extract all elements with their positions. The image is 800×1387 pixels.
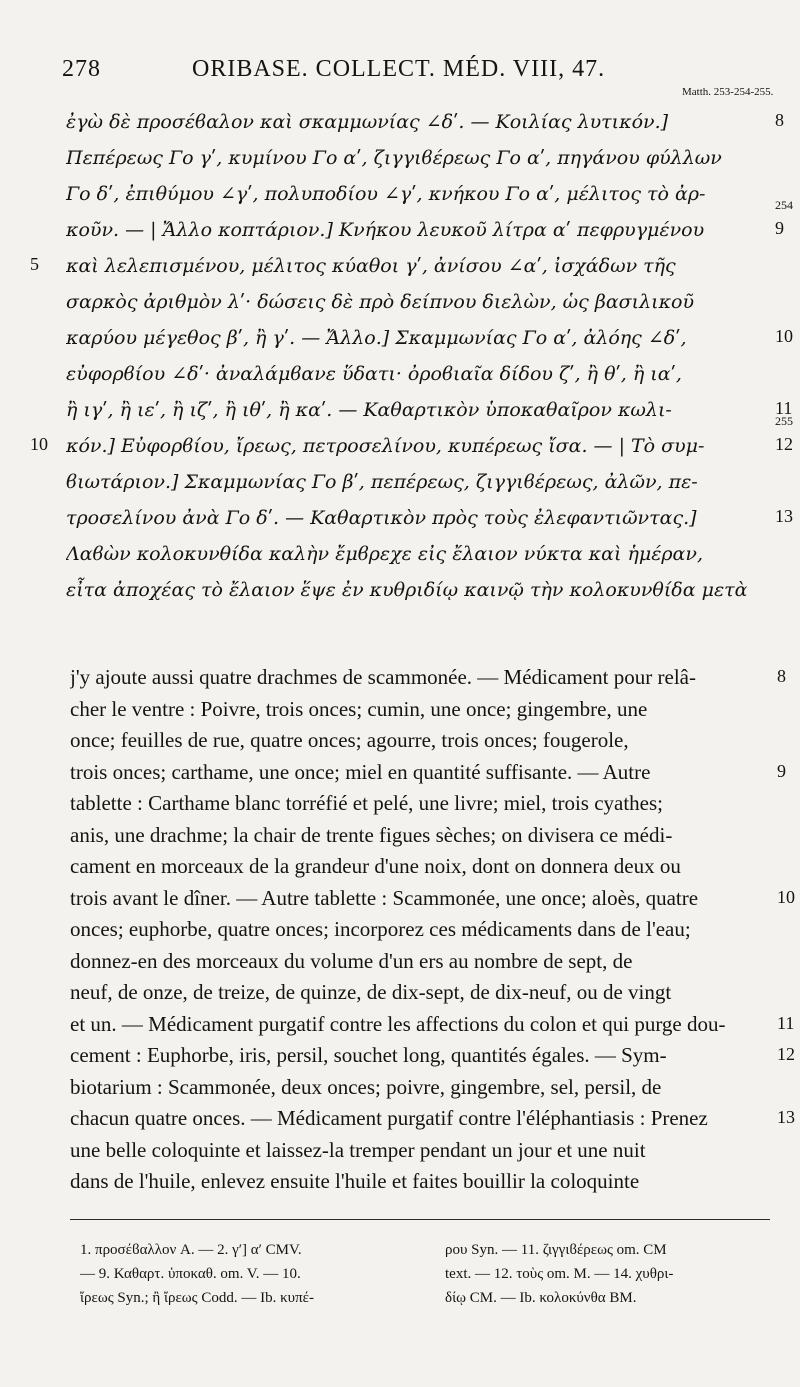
greek-text-line: σαρκὸς ἀριθμὸν λʹ· δώσεις δὲ πρὸ δείπνου διελὼν, ὡς βασιλικοῦ <box>66 291 695 313</box>
greek-text-line: ἢ ιγʹ, ἢ ιεʹ, ἢ ιζʹ, ἢ ιθʹ, ἢ καʹ. — Καθαρτικὸν ὑποκαθαῖρον κωλι- <box>66 399 672 421</box>
footnotes-right-column <box>445 1238 795 1310</box>
greek-text-line: κοῦν. — | Ἄλλο κοπτάριον.] Κνήκου λευκοῦ λίτρα αʹ πεφρυγμένου <box>66 219 705 241</box>
margin-number: 255 <box>775 414 793 428</box>
margin-number: 8 <box>777 666 786 686</box>
margin-number: 13 <box>775 506 793 526</box>
greek-text-line: Πεπέρεως Γο γʹ, κυμίνου Γο αʹ, ζιγγιϐέρεως Γο αʹ, πηγάνου φύλλων <box>66 147 722 169</box>
running-head: ORIBASE. COLLECT. MÉD. VIII, 47. <box>192 56 606 82</box>
french-text-line: onces; euphorbe, quatre onces; incorporez ces médicaments dans de l'eau; <box>70 917 691 941</box>
french-translation-block <box>70 662 770 1198</box>
french-text-line: cement : Euphorbe, iris, persil, souchet long, quantités égales. — Sym- <box>70 1043 667 1067</box>
french-text-line: biotarium : Scammonée, deux onces; poivre, gingembre, sel, persil, de <box>70 1074 662 1099</box>
greek-text-line: κόν.] Εὐφορϐίου, ἴρεως, πετροσελίνου, κυπέρεως ἴσα. — | Τὸ συμ- <box>66 435 705 457</box>
french-text-line: une belle coloquinte et laissez-la tremper pendant un jour et une nuit <box>70 1137 646 1162</box>
greek-text-line: καρύου μέγεθος βʹ, ἢ γʹ. — Ἄλλο.] Σκαμμωνίας Γο αʹ, ἀλόης ∠δʹ, <box>66 327 687 349</box>
greek-text-line: καὶ λελεπισμένου, μέλιτος κύαθοι γʹ, ἀνίσου ∠αʹ, ἰσχάδων τῆς <box>66 255 676 277</box>
french-text-line: once; feuilles de rue, quatre onces; agourre, trois onces; fougerole, <box>70 728 629 752</box>
greek-text-line: εἶτα ἀποχέας τὸ ἔλαιον ἕψε ἐν κυθριδίῳ καινῷ τὴν κολοκυνθίδα μετὰ <box>66 579 748 601</box>
greek-text-line: ἐγὼ δὲ προσέϐαλον καὶ σκαμμωνίας ∠δʹ. — Κοιλίας λυτικόν.] <box>66 111 669 133</box>
french-text-line: trois avant le dîner. — Autre tablette : Scammonée, une once; aloès, quatre <box>70 885 699 910</box>
greek-text-line: ϐιωτάριον.] Σκαμμωνίας Γο βʹ, πεπέρεως, ζιγγιϐέρεως, ἀλῶν, πε- <box>66 471 698 493</box>
french-text-line: donnez-en des morceaux du volume d'un ers au nombre de sept, de <box>70 948 633 973</box>
margin-number: 10 <box>775 326 793 346</box>
french-text-line: cher le ventre : Poivre, trois onces; cumin, une once; gingembre, une <box>70 696 648 721</box>
footnote-line: ἴρεως Syn.; ἢ ἴρεως Codd. — Ib. κυπέ- <box>80 1290 314 1306</box>
greek-text-line: εὐφορϐίου ∠δʹ· ἀναλάμϐανε ὕδατι· ὀροϐιαῖα δίδου ζʹ, ἢ θʹ, ἢ ιαʹ, <box>66 363 682 385</box>
footnote-line: ρου Syn. — 11. ζιγγιϐέρεως om. CM <box>445 1242 667 1258</box>
line-number: 5 <box>30 254 39 274</box>
french-text-line: trois onces; carthame, une once; miel en quantité suffisante. — Autre <box>70 759 651 784</box>
margin-number: 12 <box>777 1044 795 1064</box>
margin-number: 10 <box>777 886 795 907</box>
french-text-line: neuf, de onze, de treize, de quinze, de dix-sept, de dix-neuf, ou de vingt <box>70 980 672 1004</box>
margin-number: 254 <box>775 198 793 212</box>
footnote-rule <box>70 1219 770 1220</box>
page-number: 278 <box>62 56 101 82</box>
greek-text-line: Γο δʹ, ἐπιθύμου ∠γʹ, πολυποδίου ∠γʹ, κνήκου Γο αʹ, μέλιτος τὸ ἀρ- <box>66 183 706 205</box>
french-text-line: chacun quatre onces. — Médicament purgatif contre l'éléphantiasis : Prenez <box>70 1106 708 1130</box>
margin-number: 9 <box>777 760 786 781</box>
margin-number: 12 <box>775 434 793 454</box>
footnotes-left-column <box>80 1238 430 1310</box>
french-text-line: j'y ajoute aussi quatre drachmes de scammonée. — Médicament pour relâ- <box>70 665 696 689</box>
french-text-line: et un. — Médicament purgatif contre les affections du colon et qui purge dou- <box>70 1011 726 1036</box>
margin-number: 8 <box>775 110 784 130</box>
greek-text-line: Λαϐὼν κολοκυνθίδα καλὴν ἔμϐρεχε εἰς ἔλαιον νύκτα καὶ ἡμέραν, <box>66 543 703 565</box>
french-text-line: tablette : Carthame blanc torréfié et pelé, une livre; miel, trois cyathes; <box>70 791 664 815</box>
french-text-line: anis, une drachme; la chair de trente figues sèches; on divisera ce médi- <box>70 822 673 847</box>
footnote-line: text. — 12. τοὺς om. M. — 14. χυθρι- <box>445 1266 674 1282</box>
line-number: 10 <box>30 434 48 454</box>
margin-number: 11 <box>777 1012 795 1033</box>
footnote-line: 1. προσέϐαλλον A. — 2. γʹ] αʹ CMV. <box>80 1242 302 1258</box>
margin-number: 9 <box>775 218 784 238</box>
page-header <box>62 52 762 86</box>
french-text-line: cament en morceaux de la grandeur d'une noix, dont on donnera deux ou <box>70 854 681 878</box>
footnote-line: — 9. Καθαρτ. ὑποκαθ. om. V. — 10. <box>80 1266 301 1282</box>
greek-text-line: τροσελίνου ἀνὰ Γο δʹ. — Καθαρτικὸν πρὸς τοὺς ἐλεφαντιῶντας.] <box>66 507 697 529</box>
edition-reference: Matth. 253-254-255. <box>682 86 774 98</box>
french-text-line: dans de l'huile, enlevez ensuite l'huile et faites bouillir la coloquinte <box>70 1169 640 1193</box>
margin-number: 11 <box>775 398 793 418</box>
footnote-line: δίῳ CM. — Ib. κολοκύνθα BM. <box>445 1290 637 1306</box>
margin-number: 13 <box>777 1107 795 1127</box>
greek-text-block <box>66 104 766 608</box>
